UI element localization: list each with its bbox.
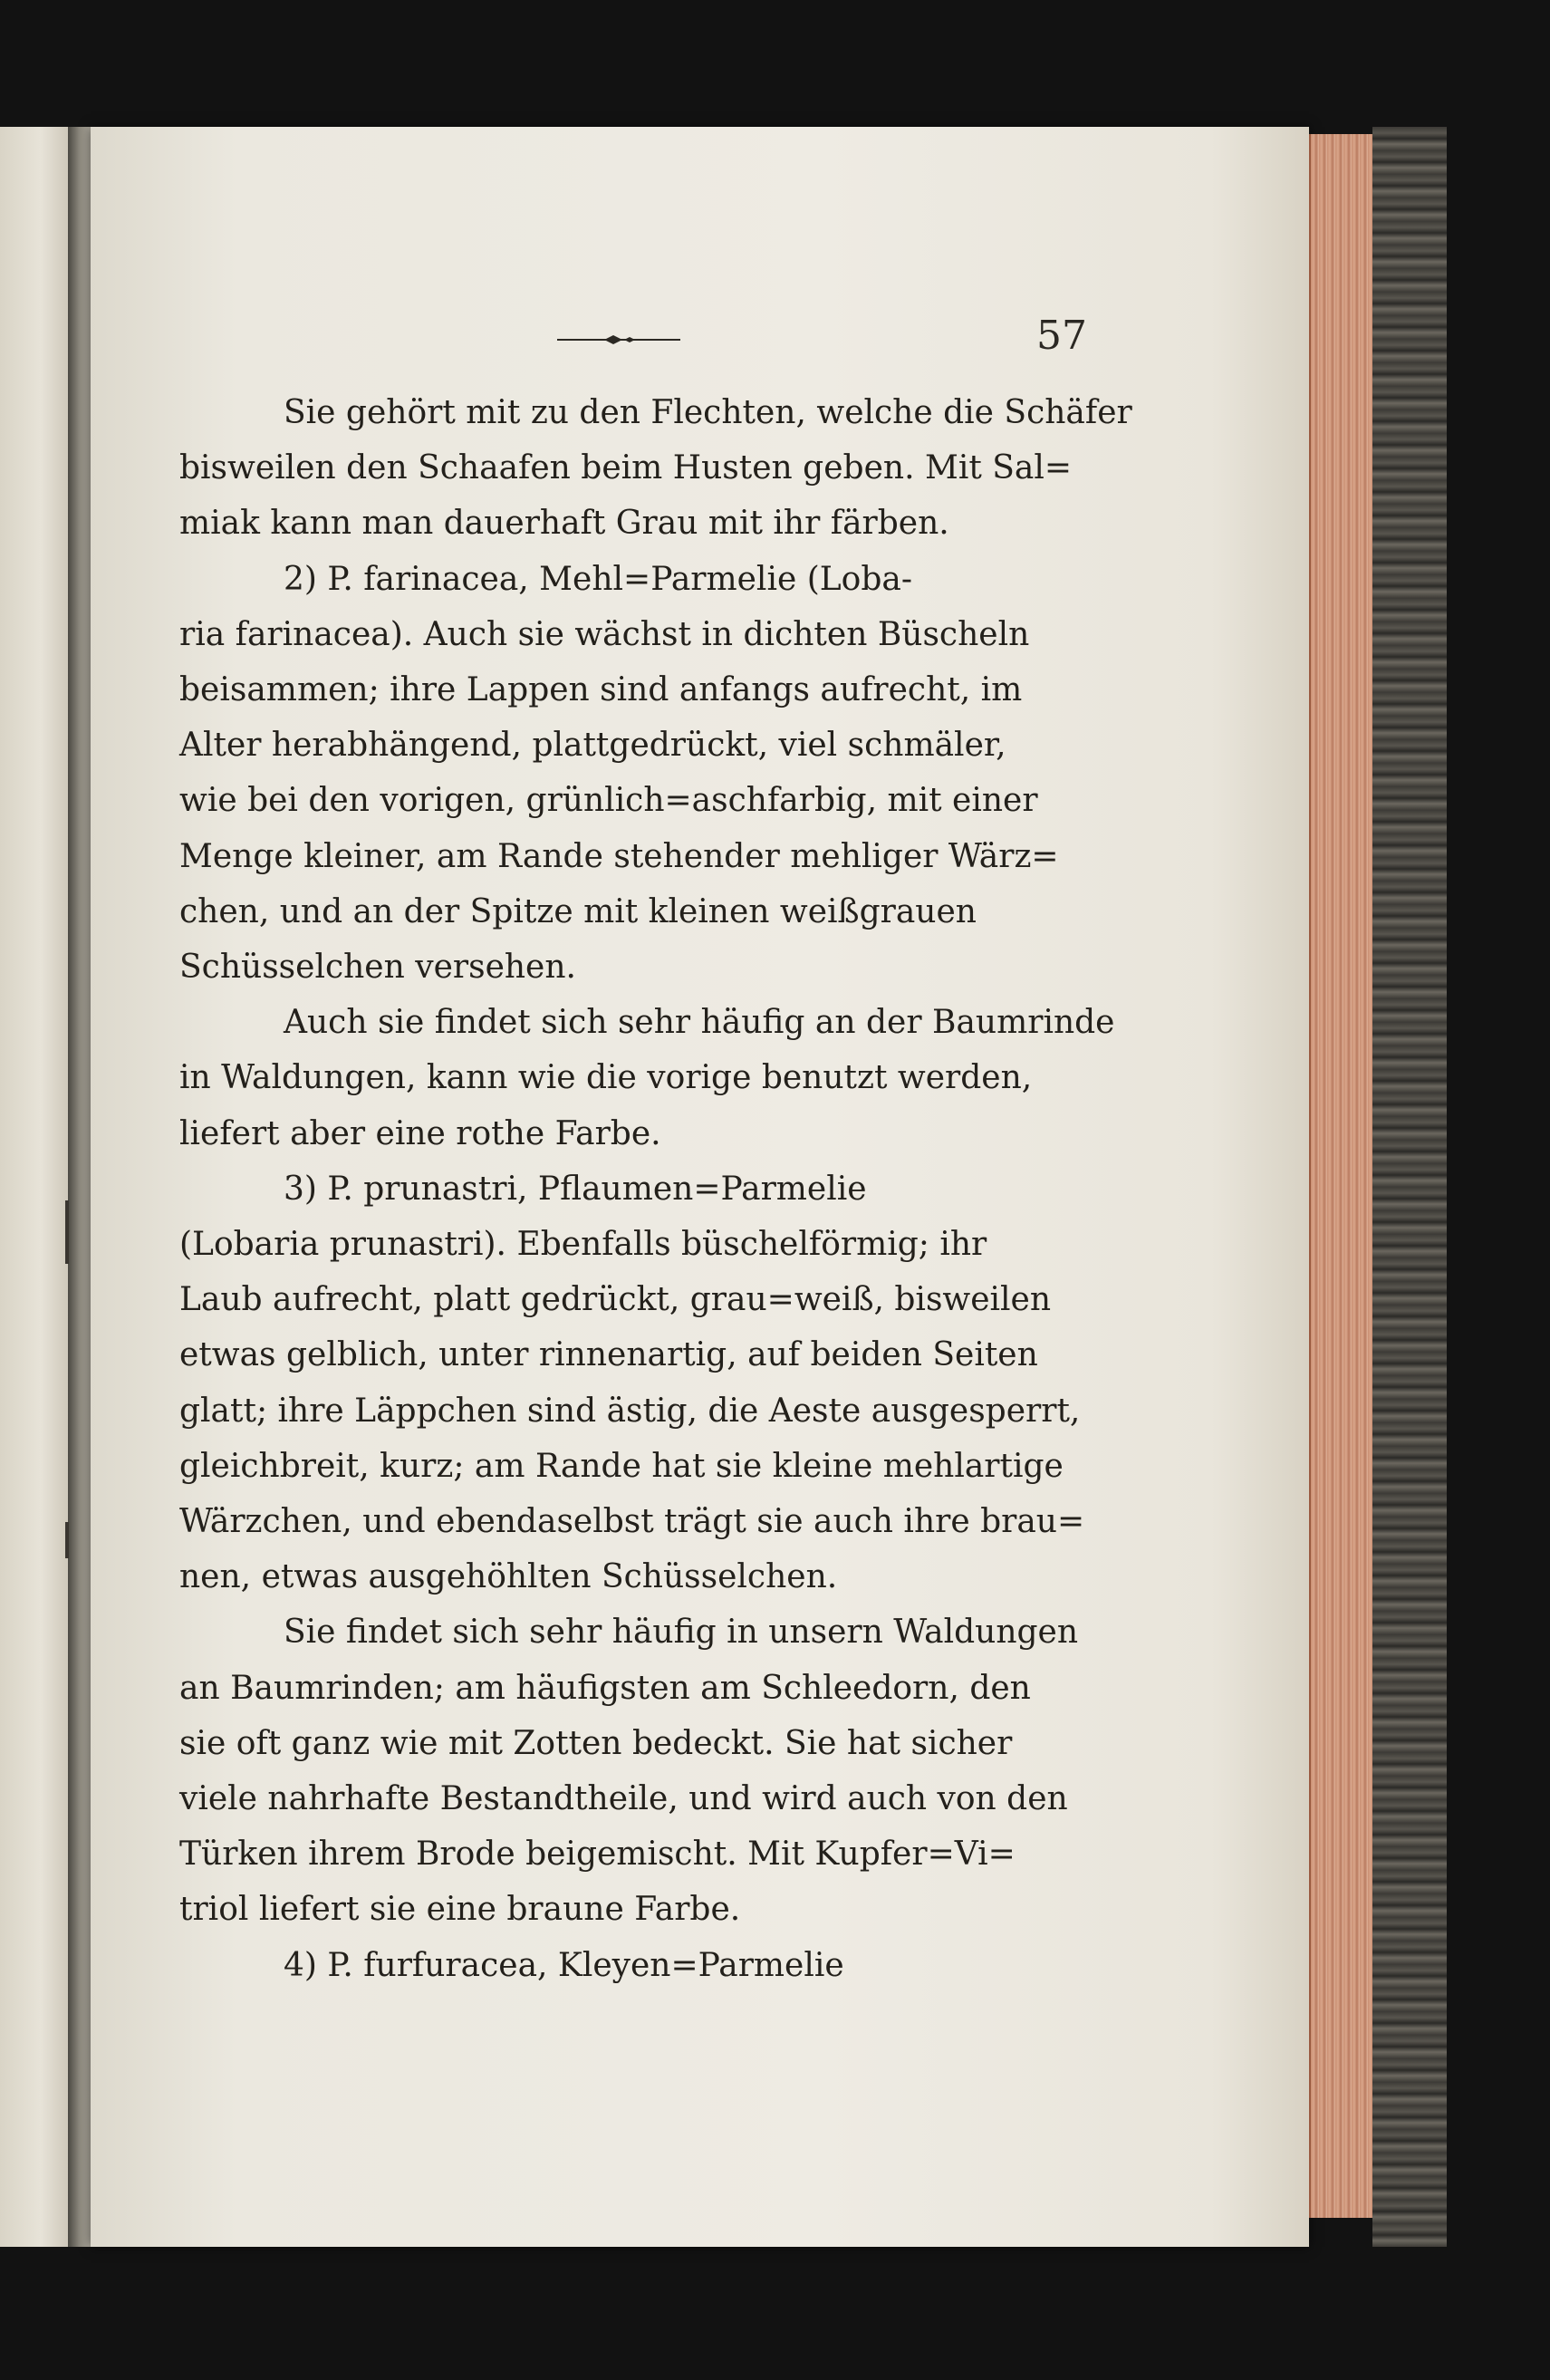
text-line: glatt; ihre Läppchen sind ästig, die Aeste ausgesperrt, (179, 1392, 1081, 1430)
text-line: Sie gehört mit zu den Flechten, welche die Schäfer (284, 394, 1132, 431)
text-line: Auch sie findet sich sehr häufig an der Baumrinde (284, 1004, 1115, 1042)
text-line: 2) P. farinacea, Mehl=Parmelie (Loba- (284, 560, 913, 598)
text-line: ria farinacea). Auch sie wächst in dichten Büscheln (179, 615, 1030, 653)
text-line: Schüsselchen versehen. (179, 949, 576, 987)
page-block-edge (1309, 134, 1374, 2218)
text-line: Türken ihrem Brode beigemischt. Mit Kupfer=Vi= (179, 1836, 1016, 1874)
text-line: etwas gelblich, unter rinnenartig, auf beiden Seiten (179, 1336, 1038, 1374)
text-line: Wärzchen, und ebendaselbst trägt sie auch ihre brau= (179, 1503, 1085, 1541)
text-line: Sie findet sich sehr häufig in unsern Waldungen (284, 1614, 1079, 1652)
page-number: 57 (1036, 313, 1087, 359)
text-line: miak kann man dauerhaft Grau mit ihr färben. (179, 505, 949, 543)
text-line: beisammen; ihre Lappen sind anfangs aufrecht, im (179, 671, 1023, 709)
text-line: viele nahrhafte Bestandtheile, und wird auch von den (179, 1780, 1068, 1818)
text-line: Alter herabhängend, plattgedrückt, viel schmäler, (179, 727, 1006, 765)
text-line: in Waldungen, kann wie die vorige benutzt werden, (179, 1059, 1033, 1097)
text-line: 4) P. furfuracea, Kleyen=Parmelie (284, 1946, 844, 1984)
text-line: an Baumrinden; am häufigsten am Schleedorn, den (179, 1669, 1031, 1707)
left-page-edge (0, 127, 68, 2247)
margin-mark (65, 1522, 69, 1558)
text-line: triol liefert sie eine braune Farbe. (179, 1891, 741, 1929)
text-line: wie bei den vorigen, grünlich=aschfarbig, mit einer (179, 782, 1038, 820)
text-line: gleichbreit, kurz; am Rande hat sie kleine mehlartige (179, 1447, 1064, 1485)
text-line: chen, und an der Spitze mit kleinen weißgrauen (179, 892, 977, 930)
text-line: nen, etwas ausgehöhlten Schüsselchen. (179, 1558, 838, 1596)
text-line: (Lobaria prunastri). Ebenfalls büschelförmig; ihr (179, 1226, 987, 1264)
text-line: Menge kleiner, am Rande stehender mehliger Wärz= (179, 837, 1059, 875)
header-ornament (557, 333, 680, 346)
margin-mark (65, 1200, 69, 1264)
book-cover-edge (1372, 127, 1447, 2247)
text-line: Laub aufrecht, platt gedrückt, grau=weiß, bisweilen (179, 1281, 1052, 1319)
text-line: sie oft ganz wie mit Zotten bedeckt. Sie hat sicher (179, 1724, 1013, 1762)
body-text (179, 385, 1132, 1993)
text-line: liefert aber eine rothe Farbe. (179, 1114, 661, 1152)
text-line: 3) P. prunastri, Pflaumen=Parmelie (284, 1170, 867, 1208)
text-line: bisweilen den Schaafen beim Husten geben. Mit Sal= (179, 449, 1073, 487)
